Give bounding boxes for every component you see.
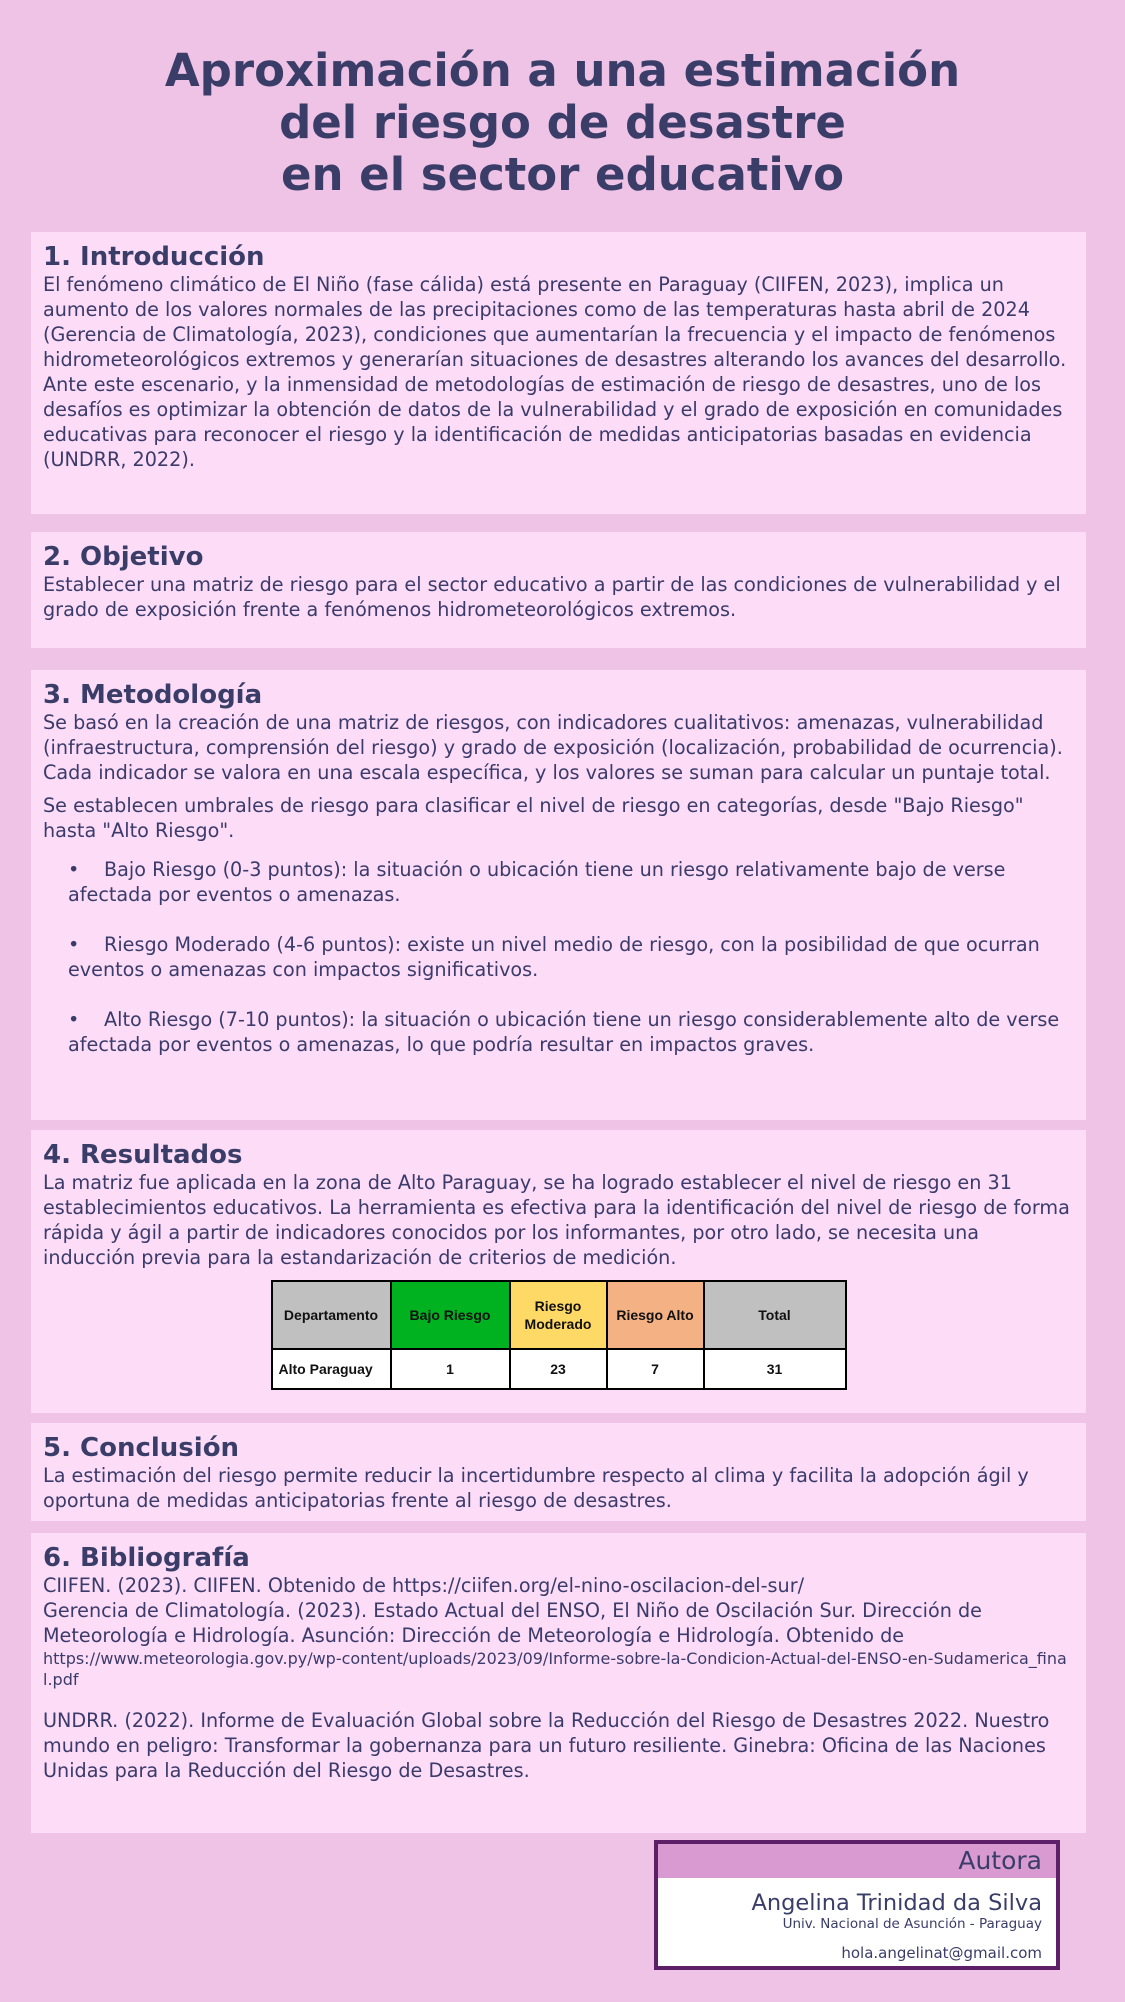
list-item-text: Bajo Riesgo (0-3 puntos): la situación o ubicación tiene un riesgo relativamente bajo de verse afectada por eventos o amenazas. [68,858,1006,906]
cell-total: 31 [704,1349,846,1389]
title-line-2: del riesgo de desastre [279,96,846,149]
header-bajo-riesgo: Bajo Riesgo [391,1281,510,1349]
methodology-heading: 3. Metodología [43,680,263,710]
list-item [68,857,1074,907]
conclusion-heading: 5. Conclusión [43,1433,240,1463]
title-line-1: Aproximación a una estimación [164,44,961,97]
introduction-section [31,232,1086,514]
bibliography-section [31,1533,1086,1833]
methodology-paragraph-1: Se basó en la creación de una matriz de riesgos, con indicadores cualitativos: amenazas, vulnerabilidad (infraestructura, comprensión del riesgo) y grado de exposición (localización, probabilidad de ocurrencia). Cada indicador se valora en una escala específica, y los valores se suman para calcular un puntaje total. [43,711,1063,784]
results-table [271,1280,847,1390]
header-riesgo-alto: Riesgo Alto [607,1281,704,1349]
results-heading: 4. Resultados [43,1140,243,1170]
reference-gerencia-url[interactable]: https://www.meteorologia.gov.py/wp-content/uploads/2023/09/Informe-sobre-la-Condicion-Actual-del-ENSO-en-Sudamerica_final.pdf [43,1649,1067,1689]
bullet-marker: • [68,858,80,881]
objective-text: Establecer una matriz de riesgo para el sector educativo a partir de las condiciones de vulnerabilidad y el grado de exposición frente a fenómenos hidrometeorológicos extremos. [43,573,1061,621]
list-item [68,1007,1074,1057]
author-university: Univ. Nacional de Asunción - Paraguay [782,1916,1042,1932]
introduction-heading: 1. Introducción [43,242,265,272]
author-box [654,1840,1060,1970]
header-total: Total [704,1281,846,1349]
methodology-section [31,670,1086,1120]
reference-undrr: UNDRR. (2022). Informe de Evaluación Global sobre la Reducción del Riesgo de Desastres 2022. Nuestro mundo en peligro: Transformar la gobernanza para un futuro resiliente. Ginebra: Oficina de las Naciones Unidas para la Reducción del Riesgo de Desastres. [43,1709,1050,1782]
list-item-text: Riesgo Moderado (4-6 puntos): existe un nivel medio de riesgo, con la posibilidad de que ocurran eventos o amenazas con impactos significativos. [68,933,1040,981]
list-item-text: Alto Riesgo (7-10 puntos): la situación o ubicación tiene un riesgo considerablemente alto de verse afectada por eventos o amenazas, lo que podría resultar en impactos graves. [68,1008,1060,1056]
objective-heading: 2. Objetivo [43,542,204,572]
cell-riesgo-alto: 7 [607,1349,704,1389]
bullet-marker: • [68,1008,80,1031]
header-departamento: Departamento [272,1281,391,1349]
risk-levels-list [43,857,1074,1057]
poster-title [0,45,1125,201]
reference-gerencia: Gerencia de Climatología. (2023). Estado Actual del ENSO, El Niño de Oscilación Sur. Dirección de Meteorología e Hidrología. Asunción: Dirección de Meteorología e Hidrología. Obtenido de [43,1599,982,1647]
list-item [68,932,1074,982]
conclusion-text: La estimación del riesgo permite reducir la incertidumbre respecto al clima y facilita la adopción ágil y oportuna de medidas anticipatorias frente al riesgo de desastres. [43,1464,1029,1512]
methodology-paragraph-2: Se establecen umbrales de riesgo para clasificar el nivel de riesgo en categorías, desde "Bajo Riesgo" hasta "Alto Riesgo". [43,794,1024,842]
reference-ciifen: CIIFEN. (2023). CIIFEN. Obtenido de https://ciifen.org/el-nino-oscilacion-del-sur/ [43,1574,805,1597]
objective-section [31,532,1086,648]
bibliography-heading: 6. Bibliografía [43,1543,250,1573]
header-riesgo-moderado: Riesgo Moderado [510,1281,607,1349]
table-header-row [272,1281,846,1349]
author-name: Angelina Trinidad da Silva [751,1890,1042,1916]
cell-riesgo-moderado: 23 [510,1349,607,1389]
title-line-3: en el sector educativo [280,148,845,201]
table-row [272,1349,846,1389]
author-heading: Autora [658,1844,1056,1878]
results-text: La matriz fue aplicada en la zona de Alto Paraguay, se ha logrado establecer el nivel de riesgo en 31 establecimientos educativos. La herramienta es efectiva para la identificación del nivel de riesgo de forma rápida y ágil a partir de indicadores conocidos por los informantes, por otro lado, se necesita una inducción previa para la estandarización de criterios de medición. [43,1171,1070,1269]
bullet-marker: • [68,933,80,956]
cell-bajo-riesgo: 1 [391,1349,510,1389]
conclusion-section [31,1423,1086,1521]
cell-departamento: Alto Paraguay [272,1349,391,1389]
author-email[interactable]: hola.angelinat@gmail.com [841,1944,1042,1962]
results-section [31,1130,1086,1413]
introduction-text: El fenómeno climático de El Niño (fase cálida) está presente en Paraguay (CIIFEN, 2023), implica un aumento de los valores normales de las precipitaciones como de las temperaturas hasta abril de 2024 (Gerencia de Climatología, 2023), condiciones que aumentarían la frecuencia y el impacto de fenómenos hidrometeorológicos extremos y generarían situaciones de desastres alterando los avances del desarrollo. Ante este escenario, y la inmensidad de metodologías de estimación de riesgo de desastres, uno de los desafíos es optimizar la obtención de datos de la vulnerabilidad y el grado de exposición en comunidades educativas para reconocer el riesgo y la identificación de medidas anticipatorias basadas en evidencia (UNDRR, 2022). [43,273,1067,471]
